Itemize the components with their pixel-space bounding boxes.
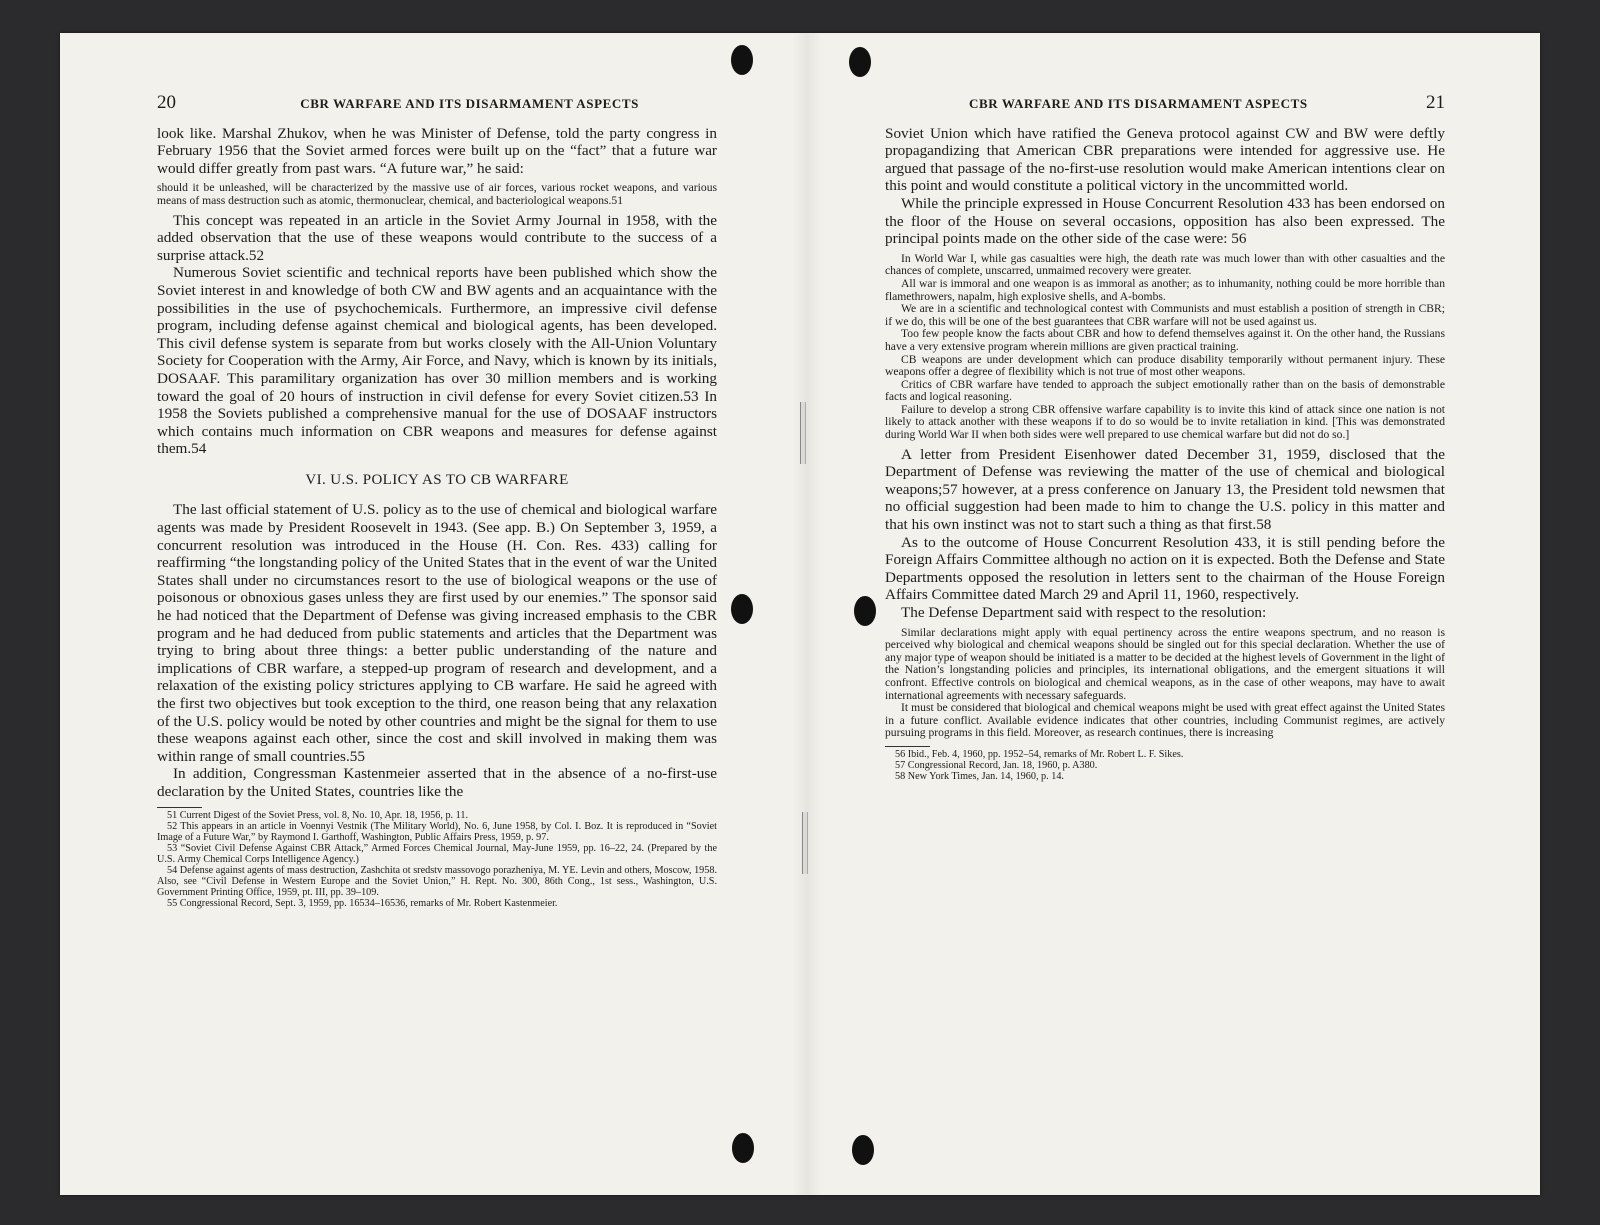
binder-hole (731, 45, 753, 75)
paragraph: Soviet Union which have ratified the Geneva protocol against CW and BW were deftly propagandizing that American CBR preparations were intended for aggressive use. He argued that passage of the no-first-use resolution would make American intentions clear on this point and would constitute a political victory in the uncommitted world. (885, 124, 1445, 195)
footnote: 57 Congressional Record, Jan. 18, 1960, p. A380. (895, 759, 1098, 771)
staple (802, 812, 808, 874)
paragraph: In addition, Congressman Kastenmeier asserted that in the absence of a no-first-use declaration by the United States, countries like the (157, 765, 717, 800)
quote-point: It must be considered that biological and chemical weapons might be used with great effect against the United States in a future conflict. Available evidence indicates that other countries, including Communist regimes, are actively pursuing programs in this field. Moreover, as research continues, there is increasing (885, 701, 1445, 740)
quote-point: Similar declarations might apply with equal pertinency across the entire weapons spectrum, and no reason is perceived why biological and chemical weapons should be singled out for this special declaration. Whether the use of any major type of weapon should be initiated is a matter to be decided at the highest levels of Government in the light of the Nation’s longstanding policies and principles, its international obligations, and the emergent situations it will confront. Effective controls on biological and chemical weapons, as in the case of other weapons, may have to await international agreements with necessary safeguards. (885, 625, 1445, 702)
page-number: 21 (1426, 92, 1445, 113)
binder-hole (852, 1135, 874, 1165)
footnote: 53 “Soviet Civil Defense Against CBR Attack,” Armed Forces Chemical Journal, May-June 1959, pp. 16–22, 24. (Prepared by the U.S. Army Chemical Corps Intelligence Agency.) (157, 842, 717, 865)
section-heading: VI. U.S. POLICY AS TO CB WARFARE (305, 471, 569, 488)
binder-hole (854, 596, 876, 626)
footnote: 52 This appears in an article in Voennyi Vestnik (The Military World), No. 6, June 1958, by Col. I. Boz. It is reproduced in “Soviet Image of a Future War,” by Raymond I. Garthoff, Washington, Public Affairs Press, 1959, p. 97. (157, 820, 717, 843)
quote-point: All war is immoral and one weapon is as immoral as another; as to inhumanity, nothing could be more horrible than flamethrowers, napalm, high explosive shells, and A-bombs. (885, 276, 1445, 303)
block-quote (157, 182, 717, 207)
footnote: 58 New York Times, Jan. 14, 1960, p. 14. (895, 770, 1064, 782)
paragraph: look like. Marshal Zhukov, when he was Minister of Defense, told the party congress in February 1956 that the Soviet armed forces were built up on the “fact” that a future war would differ greatly from past wars. “A future war,” he said: (157, 124, 717, 177)
paragraph: A letter from President Eisenhower dated December 31, 1959, disclosed that the Department of Defense was reviewing the matter of the use of chemical and biological weapons;57 however, at a press conference on January 13, the President told newsmen that no official suggestion had been made to him to change the U.S. policy in this matter and that his own instinct was not to start such a thing as that first.58 (885, 445, 1445, 534)
quote-point: We are in a scientific and technological contest with Communists and must establish a position of strength in CBR; if we do, this will be one of the best guarantees that CBR warfare will not be used against us. (885, 302, 1445, 328)
footnotes (885, 749, 1445, 782)
binder-hole (732, 1133, 754, 1163)
quote-point: Critics of CBR warfare have tended to approach the subject emotionally rather than on the basis of demonstrable facts and logical reasoning. (885, 377, 1445, 404)
staple (800, 402, 806, 464)
quote-point: In World War I, while gas casualties were high, the death rate was much lower than with other casualties and the chances of complete, unscarred, unmaimed recovery were greater. (885, 251, 1445, 278)
paragraph: This concept was repeated in an article in the Soviet Army Journal in 1958, with the added observation that the use of these weapons would contribute to the success of a surprise attack.52 (157, 211, 717, 264)
page-number: 20 (157, 92, 176, 113)
footnote: 56 Ibid., Feb. 4, 1960, pp. 1952–54, remarks of Mr. Robert L. F. Sikes. (895, 748, 1184, 760)
running-title: CBR WARFARE AND ITS DISARMAMENT ASPECTS (969, 96, 1308, 111)
block-quote (885, 627, 1445, 740)
paragraph: The Defense Department said with respect to the resolution: (901, 604, 1267, 621)
footnote-rule (885, 746, 930, 747)
paragraph: As to the outcome of House Concurrent Resolution 433, it is still pending before the Foreign Affairs Committee although no action on it is expected. Both the Defense and State Departments opposed the resolution in letters sent to the chairman of the House Foreign Affairs Committee dated March 29 and April 11, 1960, respectively. (885, 533, 1445, 604)
right-running-head (885, 94, 1445, 113)
quote-text: should it be unleashed, will be characterized by the massive use of air forces, various rocket weapons, and various means of mass destruction such as atomic, thermonuclear, chemical, and bacteriological weapons.51 (157, 181, 717, 207)
paragraph: While the principle expressed in House Concurrent Resolution 433 has been endorsed on the floor of the House on several occasions, opposition has also been expressed. The principal points made on the other side of the case were: 56 (885, 194, 1445, 248)
quote-point: Too few people know the facts about CBR and how to defend themselves against it. On the other hand, the Russians have a very extensive program wherein millions are given practical training. (885, 327, 1445, 353)
left-running-head (157, 94, 717, 113)
footnote: 54 Defense against agents of mass destruction, Zashchita ot sredstv massovogo porazheniya, M. YE. Levin and others, Moscow, 1958. Also, see “Civil Defense in Western Europe and the Soviet Union,” H. Rept. No. 300, 86th Cong., 1st sess., Washington, U.S. Government Printing Office, 1959, pt. III, pp. 39–109. (157, 864, 717, 898)
footnote: 51 Current Digest of the Soviet Press, vol. 8, No. 10, Apr. 18, 1956, p. 11. (167, 809, 468, 821)
footnote-rule (157, 807, 202, 808)
paragraph: The last official statement of U.S. policy as to the use of chemical and biological warfare agents was made by President Roosevelt in 1943. (See app. B.) On September 3, 1959, a concurrent resolution was introduced in the House (H. Con. Res. 433) calling for reaffirming “the longstanding policy of the United States that in the event of war the United States shall under no circumstances resort to the use of biological weapons or the use of poisonous or obnoxious gases unless they are first used by our enemies.” The sponsor said he had noticed that the Department of Defense was giving increased emphasis to the CBR program and he had deduced from public statements and articles that the Department was trying to bring about three things: a better public understanding of the nature and implications of CBR warfare, a stepped-up program of research and development, and a relaxation of the existing policy strictures applying to CB warfare. He said he agreed with the first two objectives but took exception to the third, one reason being that any relaxation of the U.S. policy would be noted by other countries and might be the signal for them to use these weapons against each other, since the cost and skill involved in making them was within range of small countries.55 (157, 501, 717, 765)
quote-point: CB weapons are under development which can produce disability temporarily without permanent injury. These weapons offer a degree of flexibility which is not true of most other weapons. (885, 352, 1445, 379)
quote-point: Failure to develop a strong CBR offensive warfare capability is to invite this kind of attack since one nation is not likely to attack another with these weapons if to do so would be to invite retaliation in kind. [This was demonstrated during World War II when both sides were well prepared to use chemical warfare but did not do so.] (885, 402, 1445, 442)
right-page (885, 94, 1445, 782)
running-title: CBR WARFARE AND ITS DISARMAMENT ASPECTS (300, 96, 639, 111)
block-quote (885, 253, 1445, 442)
binder-hole (731, 594, 753, 624)
left-page (157, 94, 717, 909)
footnote: 55 Congressional Record, Sept. 3, 1959, pp. 16534–16536, remarks of Mr. Robert Kastenmeier. (167, 897, 558, 909)
paragraph: Numerous Soviet scientific and technical reports have been published which show the Soviet interest in and knowledge of both CW and BW agents and an acquaintance with the possibilities in the use of psychochemicals. Furthermore, an impressive civil defense program, including defense against chemical and biological agents, has been developed. This civil defense system is separate from but works closely with the All-Union Voluntary Society for Cooperation with the Army, Air Force, and Navy, which is known by its initials, DOSAAF. This paramilitary organization has over 30 million members and is working toward the goal of 20 hours of instruction in civil defense for every Soviet citizen.53 In 1958 the Soviets published a comprehensive manual for the use of DOSAAF instructors which contains much information on CBR weapons and measures for defense against them.54 (157, 264, 717, 458)
footnotes (157, 810, 717, 909)
page-gutter (792, 33, 822, 1195)
binder-hole (849, 47, 871, 77)
